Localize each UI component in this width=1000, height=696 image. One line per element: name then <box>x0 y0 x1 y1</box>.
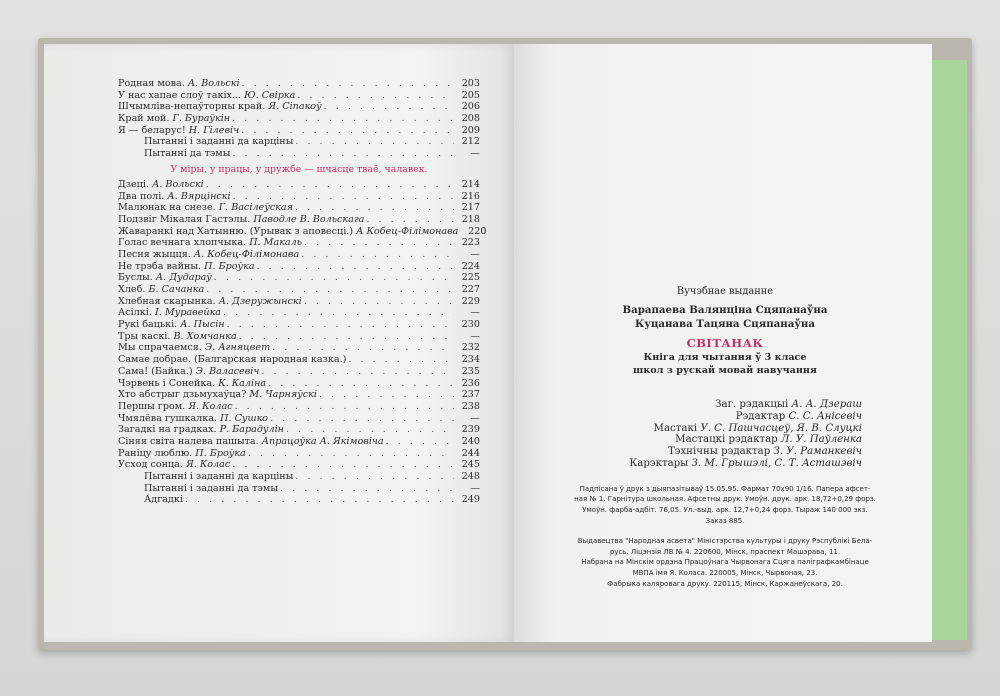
toc-leader-dots <box>270 413 454 425</box>
toc-leader-dots <box>295 471 454 483</box>
toc-entry-name: Адгадкі <box>144 494 183 506</box>
toc-entry-name: Хто абстрыг дзьмухаўца? <box>118 389 247 401</box>
toc-entry-author: А Кобец-Філімонава <box>356 225 459 237</box>
toc-entry-title <box>144 483 278 495</box>
toc-page-number: 227 <box>461 284 480 295</box>
toc-page-number: 205 <box>461 89 480 101</box>
toc-entry-name: Голас вечнага хлопчыка. <box>118 237 247 249</box>
credit-name: С. С. Анісевіч <box>788 410 862 422</box>
credit-name: З. У. Раманкевіч <box>773 446 862 458</box>
toc-leader-dots <box>268 378 454 390</box>
credit-name: А. А. Дзераш <box>791 399 862 410</box>
toc-row <box>118 113 480 125</box>
book-subtitle-1: Кніга для чытання ў 3 класе <box>643 352 807 363</box>
toc-row <box>118 191 480 203</box>
toc-page-number: 223 <box>461 237 480 249</box>
toc-entry-title <box>144 494 183 506</box>
toc-row <box>118 494 480 506</box>
toc-leader-dots <box>297 90 454 102</box>
toc-leader-dots <box>286 424 454 436</box>
toc-entry-name: Усход сонца. <box>118 459 183 471</box>
toc-leader-dots <box>272 342 454 354</box>
toc-leader-dots <box>223 307 454 319</box>
toc-entry-name: Два полі. <box>118 190 165 202</box>
toc-entry-title <box>118 342 270 354</box>
toc-entry-name: Чмялёва гушкалка. <box>118 412 218 424</box>
toc-entry-author: В. Хомчанка <box>173 330 237 342</box>
toc-page-number: — <box>470 330 480 342</box>
toc-row <box>118 424 480 436</box>
toc-entry-author: А. Вольскі <box>187 78 240 89</box>
toc-entry-title <box>118 424 284 436</box>
toc-entry-title <box>118 272 212 284</box>
print-detail-line: Заказ 885. <box>705 516 745 525</box>
toc-entry-author: А. Кобец-Філімонава <box>193 248 300 260</box>
toc-entry-title <box>118 191 231 203</box>
toc-entry-title <box>118 78 240 90</box>
toc-entry-name: Чэрвень і Сонейка. <box>118 377 216 389</box>
toc-entry-author: М. Чарняўскі <box>249 389 317 401</box>
toc-page-number: 208 <box>461 113 480 125</box>
publisher-detail-line: русь. Ліцэнзія ЛВ № 4. 220600, Мінск, праспект Машэрава, 11. <box>609 547 841 556</box>
toc-entry-author: Г. Бураўкін <box>172 113 231 125</box>
toc-entry-author: К. Калiна <box>218 377 267 389</box>
credits-list <box>540 399 910 470</box>
toc-entry-title <box>118 125 239 137</box>
toc-entry-title <box>118 202 293 214</box>
toc-entry-title <box>144 148 230 160</box>
toc-leader-dots <box>261 366 454 378</box>
toc-entry-title <box>118 284 204 296</box>
book-subtitle-2: школ з рускай мовай навучання <box>633 365 817 376</box>
toc-row <box>118 331 480 343</box>
toc-page-number: 212 <box>461 136 480 148</box>
toc-page-number: 249 <box>461 494 480 506</box>
credit-role: Рэдактар <box>735 410 786 422</box>
toc-row <box>118 459 480 471</box>
toc-entry-title <box>118 296 302 308</box>
toc-page-number: 206 <box>461 101 480 113</box>
toc-entry-title <box>118 354 346 366</box>
toc-row <box>118 319 480 331</box>
toc-leader-dots <box>386 436 454 448</box>
credit-line <box>540 434 862 446</box>
toc-leader-dots <box>239 331 454 343</box>
credit-name: З. М. Грышэлі, С. Т. Асташэвіч <box>691 457 862 469</box>
toc-entry-title <box>118 261 255 273</box>
toc-entry-author: Апрацоўка А. Якімовіча <box>261 435 384 447</box>
toc-entry-author: Э. Валасевіч <box>195 365 260 377</box>
toc-page-number: — <box>470 482 480 494</box>
toc-entry-title <box>118 226 458 238</box>
toc-row <box>118 202 480 214</box>
author-2: Куцанава Тацяна Сцяпанаўна <box>635 318 815 330</box>
toc-page-number: 239 <box>461 424 480 436</box>
toc-page-number: 220 <box>468 225 487 237</box>
toc-entry-title <box>118 113 230 125</box>
toc-row <box>118 296 480 308</box>
toc-entry-title <box>118 366 259 378</box>
print-detail-line: ная № 1. Гарнітура школьная. Афсетны друк. Умоўн. друк. арк. 18,72+0,29 форз. <box>574 495 876 504</box>
toc-entry-author: І. Муравейка <box>154 307 222 319</box>
toc-row <box>118 125 480 137</box>
credit-role: Карэктары <box>629 457 689 469</box>
toc-page-number: 217 <box>461 202 480 214</box>
toc-page-number: — <box>470 148 480 160</box>
toc-entry-author: А. Вярцінскі <box>167 190 231 202</box>
toc-leader-dots <box>257 261 454 273</box>
toc-entry-name: Хлебная скарынка. <box>118 295 216 307</box>
toc-entry-title <box>118 179 204 191</box>
toc-page-number: 224 <box>461 260 480 272</box>
toc-entry-name: Шчымліва-непаўторны край. <box>118 101 266 113</box>
toc-leader-dots <box>206 284 454 296</box>
toc-page-number: 229 <box>461 295 480 307</box>
toc-page-number: 216 <box>461 190 480 202</box>
credit-role: Тэхнічны рэдактар <box>667 446 771 458</box>
credit-role: Мастацкі рэдактар <box>675 434 778 446</box>
toc-page-number: 214 <box>461 178 480 190</box>
toc-entry-author: А. Дудараў <box>155 272 212 284</box>
toc-leader-dots <box>214 272 454 284</box>
credit-name: У. С. Пашчасцеў, Я. В. Слуцкі <box>700 422 862 434</box>
toc-group-top <box>118 78 480 160</box>
toc-row <box>118 101 480 113</box>
toc-entry-title <box>118 378 266 390</box>
publisher-detail-line: Набрана на Мінскім ордэна Працоўнага Чырвонага Сцяга паліграфкамбінаце <box>581 558 869 567</box>
toc-entry-name: Я — беларус! <box>118 124 186 136</box>
toc-entry-name: Край мой. <box>118 113 170 125</box>
toc-entry-author: П. Сушко <box>220 412 269 424</box>
toc-entry-name: Першы гром. <box>118 400 186 412</box>
toc-entry-title <box>118 389 317 401</box>
toc-page-number: 232 <box>461 342 480 354</box>
credit-line <box>540 411 862 423</box>
toc-entry-name: Самае добрае. (Балгарская народная казка.) <box>118 354 347 366</box>
toc-row <box>118 284 480 296</box>
toc-entry-name: Подзвіг Мікалая Гастэлы. <box>118 213 251 225</box>
credit-line <box>540 399 862 411</box>
toc-leader-dots <box>304 237 454 249</box>
toc-entry-name: Пытанні і заданні да карціны <box>144 136 294 148</box>
toc-entry-author: А. Дзеружынскі <box>218 295 302 307</box>
author-1: Варапаева Валянціна Сцяпанаўна <box>622 304 828 316</box>
toc-entry-name: Раніцу люблю. <box>118 447 193 459</box>
toc-row <box>118 307 480 319</box>
toc-entry-title <box>118 214 364 226</box>
toc-leader-dots <box>232 459 454 471</box>
toc-entry-title <box>118 237 302 249</box>
toc-row <box>118 272 480 284</box>
toc-row <box>118 90 480 102</box>
toc-leader-dots <box>319 389 454 401</box>
toc-leader-dots <box>324 101 454 113</box>
toc-leader-dots <box>227 319 454 331</box>
toc-leader-dots <box>232 148 454 160</box>
toc-entry-author: П. Макаль <box>249 237 302 249</box>
toc-row <box>118 413 480 425</box>
toc-row <box>118 342 480 354</box>
toc-page-number: 230 <box>461 319 480 331</box>
toc-row <box>118 366 480 378</box>
toc-row <box>118 214 480 226</box>
toc-row <box>118 78 480 90</box>
toc-page-number: 237 <box>461 389 480 401</box>
toc-row <box>118 249 480 261</box>
toc-entry-author: Г. Васілеўская <box>218 202 293 214</box>
credit-line <box>540 423 862 435</box>
toc-entry-name: Жаваранкі над Хатынню. (Урывак з аповесці.) <box>118 225 354 237</box>
table-of-contents <box>118 78 487 506</box>
toc-entry-title <box>118 307 221 319</box>
toc-leader-dots <box>280 483 454 495</box>
toc-page-number: 234 <box>461 354 480 366</box>
toc-row <box>118 237 480 249</box>
toc-entry-name: Родная мова. <box>118 78 185 89</box>
toc-entry-name: У нас хапае слоў такіх... <box>118 89 242 101</box>
toc-leader-dots <box>235 401 454 413</box>
toc-page-number: 235 <box>461 365 480 377</box>
toc-leader-dots <box>295 136 454 148</box>
toc-row <box>118 471 480 483</box>
toc-entry-author: А. Пысін <box>180 319 225 331</box>
toc-entry-name: Дзеці. <box>118 178 149 190</box>
toc-leader-dots <box>233 191 454 203</box>
credit-name: Л. У. Паўленка <box>780 434 862 446</box>
toc-entry-name: Пытанні да тэмы <box>144 148 231 160</box>
toc-entry-name: Пытанні і заданні да карціны <box>144 471 294 482</box>
toc-entry-name: Песня жыцця. <box>118 248 191 260</box>
toc-leader-dots <box>185 494 454 506</box>
toc-page-number: 245 <box>461 459 480 471</box>
toc-row <box>118 448 480 460</box>
credit-line <box>540 458 862 470</box>
toc-entry-name: Хлеб. <box>118 284 146 295</box>
toc-leader-dots <box>301 249 454 261</box>
print-detail-line: Умоўн. фарба-адбіт. 76,05. Ул.-выд. арк. 12,7+0,24 форз. Тыраж 140 000 экз. <box>582 505 868 514</box>
toc-row <box>118 148 480 160</box>
toc-entry-author: П. Броўка <box>204 260 255 272</box>
toc-entry-author: Б. Сачанка <box>148 284 205 295</box>
toc-entry-title <box>118 459 230 471</box>
toc-entry-name: Загадкі на градках. <box>118 424 217 436</box>
toc-entry-author: Ю. Свірка <box>244 89 296 101</box>
toc-entry-title <box>118 401 233 413</box>
toc-page-number: 248 <box>461 471 480 482</box>
toc-entry-name: Пытанні і заданні да тэмы <box>144 482 278 494</box>
publisher-detail-line: Выдавецтва "Народная асвета" Міністэрства культуры і друку Рэспублікі Бела- <box>577 537 873 546</box>
toc-row <box>118 378 480 390</box>
toc-entry-name: Буслы. <box>118 272 153 284</box>
toc-entry-author: Э. Агняцвет <box>204 342 271 354</box>
toc-section-heading: У міры, у працы, у дружбе — шчасце тваё, чалавек. <box>170 163 428 175</box>
toc-entry-name: Мы спрачаемся. <box>118 342 202 354</box>
toc-row <box>118 179 480 191</box>
toc-entry-author: Я. Колас <box>188 400 233 412</box>
toc-page-number: 236 <box>461 377 480 389</box>
green-endpaper-strip <box>930 60 967 640</box>
toc-leader-dots <box>232 113 454 125</box>
toc-page-number: — <box>470 248 480 260</box>
toc-page-number: 218 <box>461 213 480 225</box>
toc-entry-author: П. Броўка <box>195 447 246 459</box>
toc-entry-title <box>118 101 322 113</box>
toc-entry-author: А. Вольскі <box>152 178 204 190</box>
credit-role: Заг. рэдакцыі <box>715 399 789 410</box>
publisher-detail-line: Фабрыка каляровага друку. 220115, Мінск, Каржанеўскага, 20. <box>607 579 843 588</box>
toc-leader-dots <box>206 179 454 191</box>
toc-leader-dots <box>348 354 454 366</box>
book-title: СВІТАНАК <box>686 336 764 350</box>
toc-entry-title <box>144 136 293 148</box>
toc-page-number: — <box>470 412 480 424</box>
toc-entry-name: Не трэба вайны. <box>118 260 202 272</box>
credit-role: Мастакі <box>653 422 698 434</box>
toc-entry-title <box>118 319 225 331</box>
imprint-block <box>540 286 910 589</box>
toc-page-number: 203 <box>461 78 480 89</box>
toc-entry-name: Сама! (Байка.) <box>118 365 193 377</box>
toc-row <box>118 401 480 413</box>
toc-page-number: 240 <box>461 435 480 447</box>
toc-leader-dots <box>366 214 454 226</box>
toc-row <box>118 389 480 401</box>
toc-entry-title <box>118 413 268 425</box>
toc-leader-dots <box>295 202 454 214</box>
toc-leader-dots <box>304 296 454 308</box>
toc-group-bottom <box>118 178 487 506</box>
toc-page-number: — <box>470 307 480 319</box>
toc-entry-name: Рукі бацькі. <box>118 319 178 331</box>
toc-page-number: 238 <box>461 400 480 412</box>
toc-leader-dots <box>248 448 454 460</box>
toc-entry-author: Я. Колас <box>186 459 231 471</box>
toc-page-number: 244 <box>461 447 480 459</box>
toc-leader-dots <box>241 125 454 137</box>
toc-row <box>118 483 480 495</box>
publisher-details <box>540 536 910 589</box>
toc-entry-author: Я. Сіпакоў <box>268 101 322 113</box>
toc-entry-title <box>118 331 237 343</box>
toc-row <box>118 136 480 148</box>
toc-entry-title <box>144 471 293 483</box>
toc-row <box>118 436 480 448</box>
toc-entry-name: Асілкі. <box>118 307 152 319</box>
toc-row <box>118 225 487 238</box>
publisher-detail-line: МВПА імя Я. Коласа. 220005, Мінск, Чырвоная, 23. <box>632 568 818 577</box>
print-detail-line: Падпісана ў друк з дыяпазітываў 15.05.95. Фармат 70x90 1/16. Папера афсет- <box>579 484 871 493</box>
toc-page-number: 225 <box>461 272 480 284</box>
toc-entry-author: Р. Барадулін <box>219 424 284 436</box>
toc-entry-title <box>118 249 299 261</box>
edition-label: Вучэбнае выданне <box>676 286 774 297</box>
toc-entry-title <box>118 90 295 102</box>
credit-line <box>540 446 862 458</box>
print-details <box>540 484 910 526</box>
toc-row <box>118 261 480 273</box>
toc-leader-dots <box>242 78 454 90</box>
toc-entry-title <box>118 448 246 460</box>
toc-row <box>118 354 480 366</box>
toc-entry-name: Тры каскі. <box>118 330 171 342</box>
toc-entry-author: Паводле В. Вольскага <box>253 213 365 225</box>
toc-entry-author: Н. Гілевіч <box>188 124 240 136</box>
toc-entry-name: Малюнак на снезе. <box>118 202 216 214</box>
toc-entry-title <box>118 436 384 448</box>
toc-page-number: 209 <box>461 124 480 136</box>
toc-entry-name: Сіняя світа налева пашыта. <box>118 435 259 447</box>
